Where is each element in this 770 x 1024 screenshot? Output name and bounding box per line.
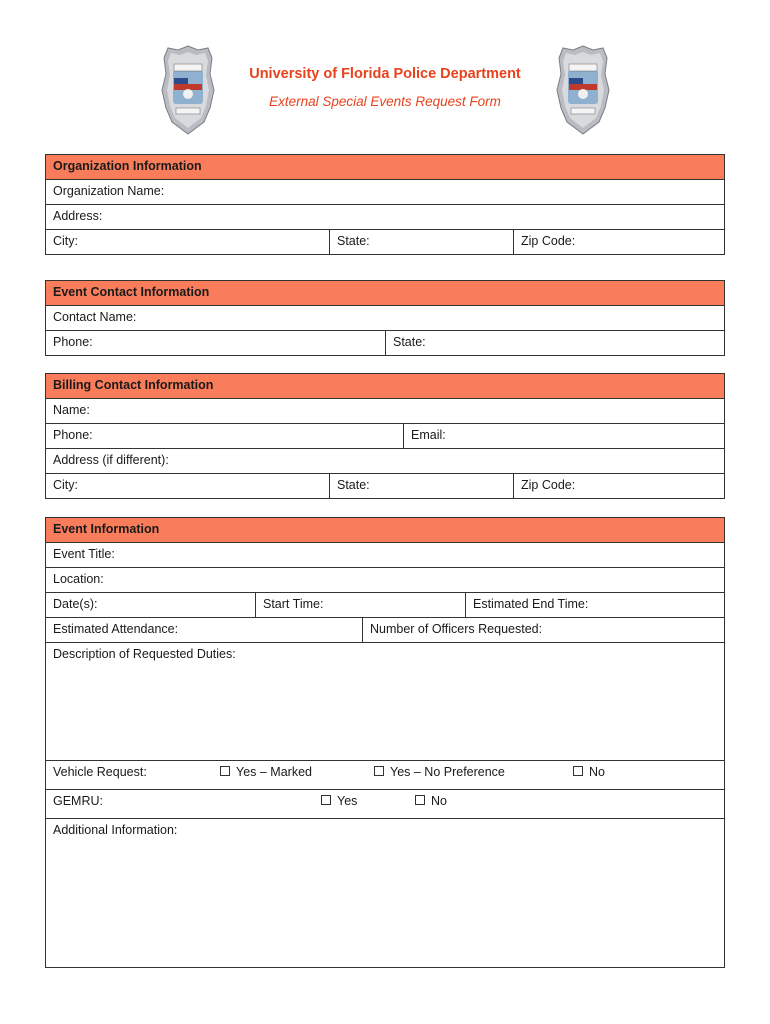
form-row (46, 399, 724, 424)
gemru-group (46, 790, 724, 818)
billing-zip-field[interactable]: Zip Code: (513, 474, 724, 498)
organization-city-field[interactable]: City: (53, 234, 78, 248)
additional-information-field[interactable]: Additional Information: (53, 823, 178, 837)
vehicle-yes-marked-checkbox[interactable] (220, 764, 312, 781)
gemru-yes-label: Yes (337, 794, 358, 808)
contact-phone-field[interactable]: Phone: (53, 335, 93, 349)
organization-state-field[interactable]: State: (329, 230, 513, 254)
form-row (46, 568, 724, 593)
form-row (46, 819, 724, 968)
form-row (46, 230, 724, 255)
checkbox-icon[interactable] (220, 766, 230, 776)
organization-section (45, 154, 725, 255)
form-row (46, 643, 724, 761)
page-title: University of Florida Police Department (249, 66, 521, 82)
contact-state-field[interactable]: State: (385, 331, 724, 355)
form-row (46, 205, 724, 230)
section-header (46, 374, 724, 399)
section-header (46, 155, 724, 180)
form-row (46, 618, 724, 643)
billing-name-field[interactable]: Name: (53, 403, 90, 417)
form-row (46, 593, 724, 618)
form-row (46, 306, 724, 331)
vehicle-yes-no-preference-label: Yes – No Preference (390, 765, 505, 779)
officers-requested-field[interactable]: Number of Officers Requested: (362, 618, 724, 642)
gemru-no-label: No (431, 794, 447, 808)
event-title-field[interactable]: Event Title: (53, 547, 115, 561)
vehicle-request-group (46, 761, 724, 789)
form-row (46, 474, 724, 499)
section-header (46, 518, 724, 543)
police-badge-icon (555, 44, 611, 136)
gemru-label: GEMRU: (53, 794, 103, 808)
billing-state-field[interactable]: State: (329, 474, 513, 498)
billing-contact-section (45, 373, 725, 499)
billing-address-field[interactable]: Address (if different): (53, 453, 169, 467)
checkbox-icon[interactable] (415, 795, 425, 805)
organization-name-field[interactable]: Organization Name: (53, 184, 165, 198)
form-header (0, 0, 770, 150)
section-header (46, 281, 724, 306)
event-location-field[interactable]: Location: (53, 572, 104, 586)
event-start-time-field[interactable]: Start Time: (255, 593, 465, 617)
billing-contact-heading: Billing Contact Information (53, 378, 214, 392)
vehicle-request-label: Vehicle Request: (53, 765, 147, 779)
police-badge-icon (160, 44, 216, 136)
event-dates-field[interactable]: Date(s): (53, 597, 98, 611)
requested-duties-field[interactable]: Description of Requested Duties: (53, 647, 236, 661)
checkbox-icon[interactable] (573, 766, 583, 776)
vehicle-no-label: No (589, 765, 605, 779)
form-row (46, 180, 724, 205)
checkbox-icon[interactable] (374, 766, 384, 776)
event-information-section (45, 517, 725, 968)
vehicle-yes-marked-label: Yes – Marked (236, 765, 312, 779)
form-row (46, 449, 724, 474)
checkbox-icon[interactable] (321, 795, 331, 805)
organization-address-field[interactable]: Address: (53, 209, 103, 223)
form-row (46, 424, 724, 449)
gemru-row (46, 790, 724, 819)
vehicle-yes-no-preference-checkbox[interactable] (374, 764, 505, 781)
event-contact-heading: Event Contact Information (53, 285, 210, 299)
vehicle-request-row (46, 761, 724, 790)
organization-heading: Organization Information (53, 159, 202, 173)
billing-phone-field[interactable]: Phone: (53, 428, 93, 442)
vehicle-no-checkbox[interactable] (573, 764, 605, 781)
page-subtitle: External Special Events Request Form (269, 94, 501, 109)
event-end-time-field[interactable]: Estimated End Time: (465, 593, 724, 617)
form-row (46, 331, 724, 356)
organization-zip-field[interactable]: Zip Code: (513, 230, 724, 254)
estimated-attendance-field[interactable]: Estimated Attendance: (53, 622, 179, 636)
contact-name-field[interactable]: Contact Name: (53, 310, 137, 324)
gemru-no-checkbox[interactable] (415, 793, 447, 810)
event-information-heading: Event Information (53, 522, 160, 536)
billing-city-field[interactable]: City: (53, 478, 78, 492)
gemru-yes-checkbox[interactable] (321, 793, 357, 810)
form-row (46, 543, 724, 568)
billing-email-field[interactable]: Email: (403, 424, 724, 448)
event-contact-section (45, 280, 725, 356)
